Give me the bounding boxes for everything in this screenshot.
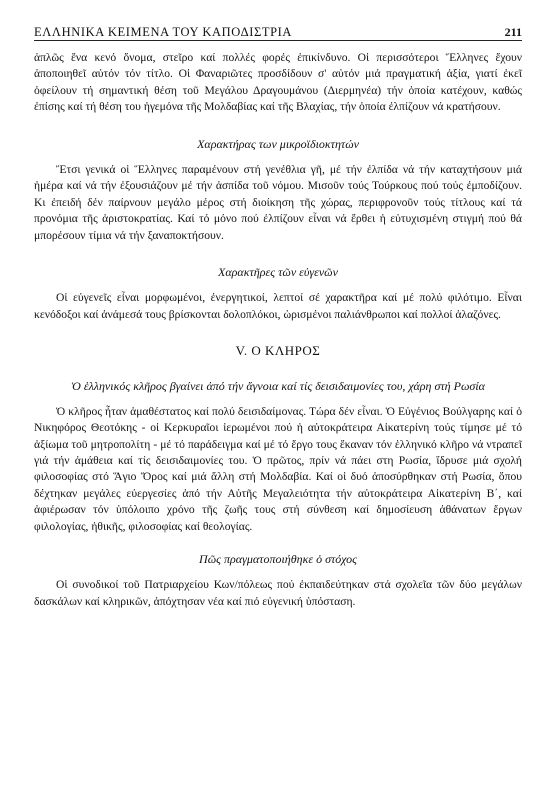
running-header — [34, 20, 522, 41]
section-text-clergy: Ὁ κλῆρος ἦταν ἀμαθέστατος καί πολύ δεισιδαίμονας. Τώρα δέν εἶναι. Ὁ Εὐγένιος Βούλγαρης καί ὁ Νικηφόρος Θεοτόκης - οἱ Κερκυραῖοι ἱερωμένοι πού ἡ αὐτοκράτειρα Αἰκατερίνη τούς τίμησε μέ τό ἀξίωμα τοῦ μητροπολίτη - μέ τό παράδειγμα καί μέ τό ἔργο τους ἔκαναν τόν ἑλληνικό κλῆρο νά ντραπεῖ γιά τήν ἀμάθεια καί τίς δεισιδαιμονίες του. Ὁ πρῶτος, πρίν νά πάει στη Ρωσία, ἵδρυσε μιά σχολή φιλοσοφίας στό Ἅγιο Ὄρος καί μιά ἄλλη στή Μολδαβία. Καί οἱ δυό ἀποσύρθηκαν στή Ρωσία, ὅπου δέχτηκαν μεγάλες εὐεργεσίες ἀπό τήν Αὐτῆς Μεγαλειότητα τήν αὐτοκράτειρα Αἰκατερίνη Β΄, καί ἀφιέρωσαν τόν ὑπόλοιπο χρόνο τῆς ζωῆς τους στή σύνθεση καί δημοσίευση ἀθάνατων ἔργων φιλολογίας, ἠθικῆς, φιλοσοφίας καί θεολογίας. — [34, 404, 522, 533]
section-text-nobles: Οἱ εὐγενεῖς εἶναι μορφωμένοι, ἐνεργητικοί, λεπτοί σέ χαρακτῆρα καί μέ πολύ φιλότιμο. Εἶναι κενόδοξοι καί ἀνάμεσά τους βρίσκονται δολοπλόκοι, ὡρισμένοι παλιάνθρωποι καί πολλοί ἀλαζόνες. — [34, 291, 522, 321]
section-heading-clergy: Ὁ ἑλληνικός κλῆρος βγαίνει ἀπό τήν ἄγνοια καί τίς δεισιδαιμονίες του, χάρη στή Ρωσία — [71, 378, 485, 393]
chapter-title: V. Ο ΚΛΗΡΟΣ — [235, 343, 321, 359]
section-heading-nobles: Χαρακτῆρες τῶν εὐγενῶν — [218, 265, 338, 280]
page-number: 211 — [504, 25, 522, 39]
intro-paragraph: ἁπλῶς ἕνα κενό ὄνομα, στεῖρο καί πολλές φορές ἐπικίνδυνο. Οἱ περισσότεροι Ἕλληνες ἔχουν ἀποποιηθεῖ αὐτόν τόν τίτλο. Οἱ Φαναριῶτες προσδίδουν σ' αὐτόν μιά πραγματική ἀξία, γιατί ἐκεῖ ὀφείλουν τή σημαντική θέση τοῦ Μεγάλου Δραγουμάνου (Διερμηνέα) τήν ὁποία κατέχουν, καθώς ἐπίσης καί τή θέση του ἡγεμόνα τῆς Μολδαβίας καί τῆς Βλαχίας, τήν ὁποία ἐλπίζουν νά κρατήσουν. — [34, 51, 522, 114]
section-heading-goal: Πῶς πραγματοποιήθηκε ὁ στόχος — [199, 551, 357, 566]
page-body — [34, 50, 522, 610]
section-text-goal: Οἱ συνοδικοί τοῦ Πατριαρχείου Κων/πόλεως πού ἐκπαιδεύτηκαν στά σχολεῖα τῶν δύο μεγάλων δασκάλων καί κληρικῶν, ἀπόχτησαν νέα καί πιό εὐγενική ὑπόσταση. — [34, 578, 522, 608]
running-title: ΕΛΛΗΝΙΚΑ ΚΕΙΜΕΝΑ ΤΟΥ ΚΑΠΟΔΙΣΤΡΙΑ — [34, 25, 293, 39]
section-heading-smallholders: Χαρακτήρας των μικροϊδιοκτητών — [197, 136, 359, 151]
section-text-smallholders: Ἔτσι γενικά οἱ Ἕλληνες παραμένουν στή γενέθλια γῆ, μέ τήν ἐλπίδα νά τήν καταχτήσουν μιά ἡμέρα καί νά τήν ἐξουσιάζουν μέ τήν ἀσπίδα τοῦ νόμου. Μισοῦν τούς Τούρκους πού τούς ἐμποδίζουν. Κι ἐπειδή δέν παίρνουν μεγάλο μέρος στή διοίκηση τῆς χώρας, περιφρονοῦν τούς τίτλους καί τά προνόμια τῆς ἀριστοκρατίας. Καί τό μόνο πού ἐλπίζουν εἶναι νά ἔρθει ἡ εὐτυχισμένη στιγμή πού θά μπορέσουν τίμια νά τήν ξαναποκτήσουν. — [34, 163, 522, 242]
